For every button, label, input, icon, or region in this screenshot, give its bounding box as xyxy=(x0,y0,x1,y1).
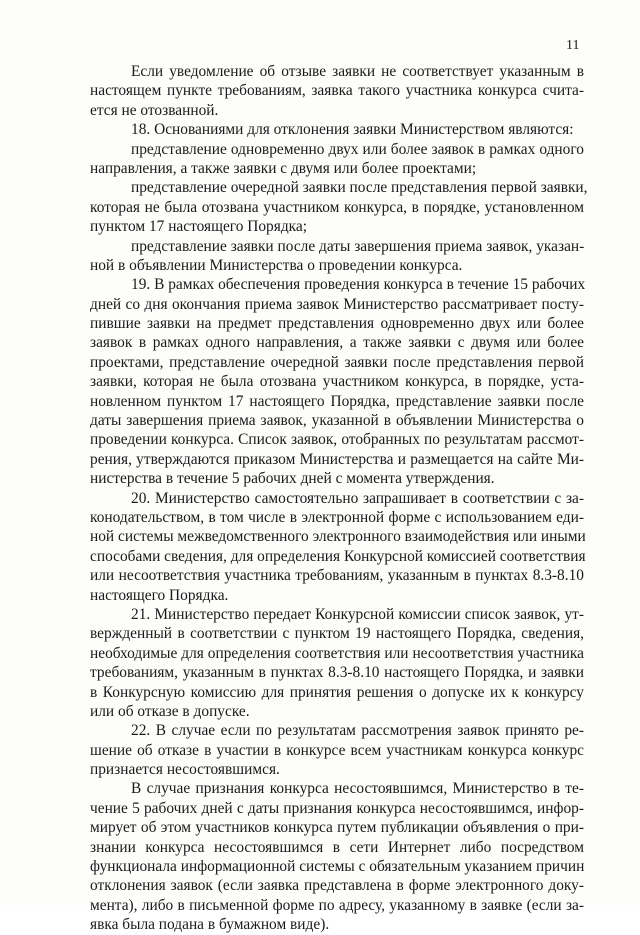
text-line: способами сведения, для определения Конкурсной комиссией соответствия xyxy=(90,547,586,565)
text-line: 21. Министерство передает Конкурсной комиссии список заявок, ут- xyxy=(131,605,584,623)
text-line: 18. Основаниями для отклонения заявки Министерством являются: xyxy=(131,121,574,139)
document-body xyxy=(0,62,640,935)
text-line: мента), либо в письменной форме по адресу, указанному в заявке (если за- xyxy=(90,896,584,914)
text-line: ной системы межведомственного электронного взаимодействия или иными xyxy=(90,528,586,546)
text-line: представление заявки после даты завершения приема заявок, указан- xyxy=(131,237,585,255)
text-line: настоящем пункте требованиям, заявка такого участника конкурса счита- xyxy=(90,82,584,100)
text-line: явка была подана в бумажном виде). xyxy=(90,916,330,934)
text-line: отклонения заявок (если заявка представлена в форме электронного доку- xyxy=(90,877,584,895)
text-line: в Конкурсную комиссию для принятия решения о допуске их к конкурсу xyxy=(90,683,584,701)
text-line: пившие заявки на предмет представления одновременно двух или более xyxy=(90,315,584,333)
text-line: рения, утверждаются приказом Министерства и размещается на сайте Ми- xyxy=(90,450,584,468)
text-line: которая не была отозвана участником конкурса, в порядке, установленном xyxy=(90,198,584,216)
text-line: знании конкурса несостоявшимся в сети Интернет либо посредством xyxy=(90,838,584,856)
text-line: признается несостоявшимся. xyxy=(90,761,280,779)
text-line: заявок в рамках одного направления, а также заявки с двумя или более xyxy=(90,334,584,352)
text-line: требованиям, указанным в пунктах 8.3-8.10 настоящего Порядка, и заявки xyxy=(90,664,584,682)
text-line: представление одновременно двух или более заявок в рамках одного xyxy=(131,140,584,158)
text-line: 19. В рамках обеспечения проведения конкурса в течение 15 рабочих xyxy=(131,276,586,294)
text-line: даты завершения приема заявок, указанной в объявлении Министерства о xyxy=(90,412,584,430)
text-line: Если уведомление об отзыве заявки не соответствует указанным в xyxy=(131,63,584,80)
text-line: представление очередной заявки после представления первой заявки, xyxy=(131,179,588,197)
text-line: конодательством, в том числе в электронной форме с использованием еди- xyxy=(90,508,584,526)
text-line: ной в объявлении Министерства о проведении конкурса. xyxy=(90,256,463,274)
text-line: 20. Министерство самостоятельно запрашивает в соответствии с за- xyxy=(131,489,584,507)
text-line: или об отказе в допуске. xyxy=(90,702,250,720)
text-line: необходимые для определения соответствия или несоответствия участника xyxy=(90,644,584,662)
text-line: дней со дня окончания приема заявок Министерство рассматривает посту- xyxy=(90,295,584,313)
page-number: 11 xyxy=(566,38,580,53)
text-line: ется не отозванной. xyxy=(90,101,219,119)
text-line: шение об отказе в участии в конкурсе всем участникам конкурса конкурс xyxy=(90,741,584,759)
text-line: вержденный в соответствии с пунктом 19 настоящего Порядка, сведения, xyxy=(90,625,584,643)
text-line: нистерства в течение 5 рабочих дней с момента утверждения. xyxy=(90,470,495,488)
text-line: мирует об этом участников конкурса путем публикации объявления о при- xyxy=(90,819,584,837)
text-line: чение 5 рабочих дней с даты признания конкурса несостоявшимся, инфор- xyxy=(90,799,584,817)
text-line: новленном пунктом 17 настоящего Порядка, представление заявки после xyxy=(90,392,584,410)
text-line: или несоответствия участника требованиям, указанным в пунктах 8.3-8.10 xyxy=(90,567,584,585)
text-line: проектами, представление очередной заявки после представления первой xyxy=(90,353,584,371)
text-line: заявки, которая не была отозвана участником конкурса, в порядке, уста- xyxy=(90,373,584,391)
text-line: проведении конкурса. Список заявок, отобранных по результатам рассмот- xyxy=(90,431,584,449)
text-line: 22. В случае если по результатам рассмотрения заявок принято ре- xyxy=(131,722,584,740)
text-line: В случае признания конкурса несостоявшимся, Министерство в те- xyxy=(131,780,584,798)
text-line: настоящего Порядка. xyxy=(90,586,229,604)
text-line: функционала информационной системы с обязательным указанием причин xyxy=(90,858,585,876)
text-line: направления, а также заявки с двумя или более проектами; xyxy=(90,159,477,177)
text-line: пунктом 17 настоящего Порядка; xyxy=(90,218,308,236)
